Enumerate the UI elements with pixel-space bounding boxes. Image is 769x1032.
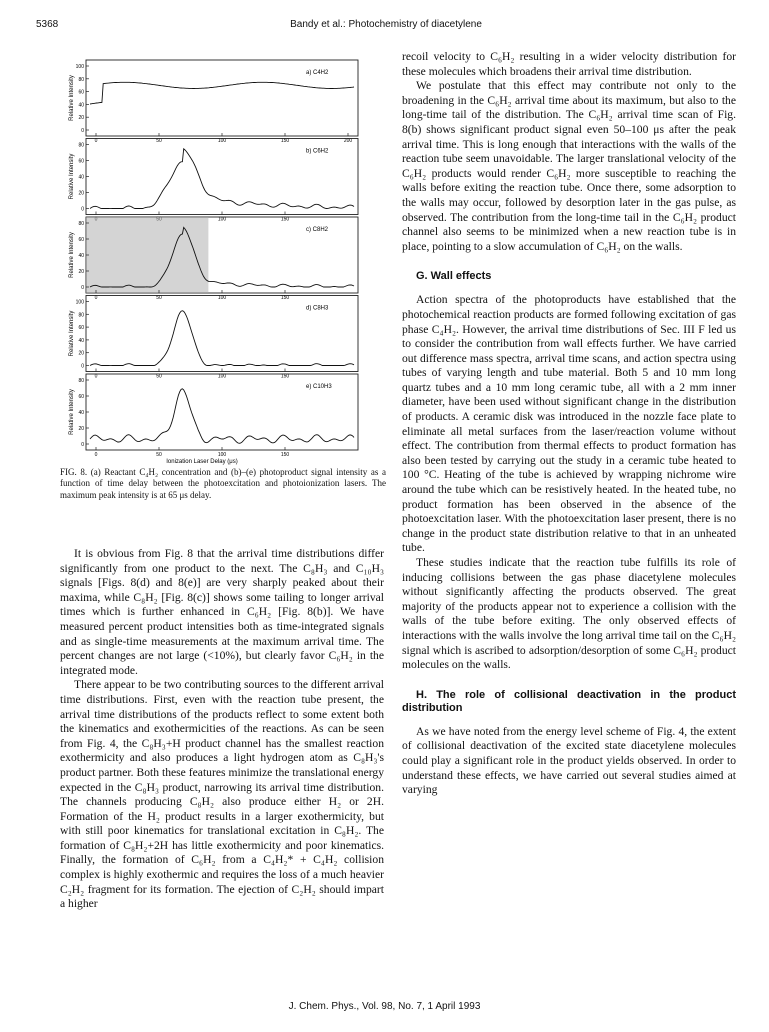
left-column [60, 547, 384, 912]
y-tick-label: 0 [81, 285, 84, 291]
y-tick-label: 40 [78, 337, 84, 344]
y-tick-label: 20 [78, 269, 84, 275]
trace-line [90, 149, 354, 209]
page-footer: J. Chem. Phys., Vol. 98, No. 7, 1 April 1993 [288, 1001, 481, 1012]
y-axis-label: Relative Intensity [69, 389, 75, 435]
x-tick-label: 100 [217, 216, 227, 223]
plot-panel [69, 374, 358, 458]
plot-panel [69, 139, 358, 223]
plot-panel [69, 296, 358, 380]
y-tick-label: 0 [81, 442, 84, 448]
shading [86, 217, 208, 293]
y-tick-label: 40 [78, 253, 84, 259]
y-axis-label: Relative Intensity [69, 232, 75, 278]
paragraph: We postulate that this effect may contribute not only to the broadening in the C₆H₂ arrival time about its maximum, but also to the long-time tail of the distribution. The C₆H₂ arrival time scan of Fig. 8(b) shows significant product signal even 50–100 μs after the peak arrival time. This is long enough that interactions with the walls of the reaction tube seem unavoidable. The larger translational velocity of the C₆H₂ products would render C₆H₂ more susceptible to reaching the walls before exiting the reaction tube. Once there, some adsorption to the walls may occur, followed by desorption later in the gas pulse, as observed. The contribution from the long-time tail in the C₆H₂ product channel also seems to be minimized when a new reaction tube is in place, pointing to a slow accumulation of C₆H₂ on the walls. [402, 79, 736, 253]
panel-label: e) C10H3 [306, 384, 332, 390]
y-tick-label: 60 [78, 325, 84, 332]
section-heading: H. The role of collisional deactivation in the product distribution [402, 688, 736, 714]
x-axis-label: Ionization Laser Delay (μs) [166, 459, 238, 465]
panel-label: a) C4H2 [306, 70, 329, 76]
y-tick-label: 20 [78, 426, 84, 432]
figure-8-plots [68, 58, 383, 465]
panel-label: d) C8H3 [306, 305, 329, 312]
y-tick-label: 60 [78, 158, 84, 165]
figure-caption: FIG. 8. (a) Reactant C₄H₂ concentration and (b)–(e) photoproduct signal intensity as a function of time delay between the photoexcitation and photoionization lasers. The maximum peak intensity is at 65 μs delay. [60, 467, 386, 500]
x-tick-label: 0 [94, 373, 98, 380]
trace-line [90, 389, 354, 444]
running-title: Bandy et al.: Photochemistry of diacetylene [290, 19, 482, 30]
section-heading: G. Wall effects [416, 270, 492, 283]
right-column [402, 50, 736, 798]
x-tick-label: 100 [217, 295, 227, 301]
y-tick-label: 80 [78, 221, 84, 227]
paragraph: These studies indicate that the reaction tube fulfills its role of inducing collisions between the gas phase diacetylene molecules without significantly affecting the products observed. The great majority of the products appear not to experience a collision with the walls of the tube before exiting. The only observed effects of interactions with the walls involve the long arrival time tail on the C₆H₂ signal which is ascribed to adsorption/desorption of some C₆H₂ product molecules on the walls. [402, 556, 736, 672]
x-tick-label: 0 [94, 295, 98, 301]
y-axis-label: Relative Intensity [69, 310, 75, 357]
y-tick-label: 60 [78, 89, 84, 96]
x-tick-label: 150 [280, 216, 290, 223]
y-axis-label: Relative Intensity [69, 153, 75, 200]
y-tick-label: 100 [75, 64, 84, 70]
page-number: 5368 [36, 19, 59, 30]
trace-line [90, 311, 354, 366]
plot-panel [69, 60, 358, 144]
x-tick-label: 150 [280, 138, 290, 144]
x-tick-label: 100 [217, 452, 227, 458]
panel-label: c) C8H2 [306, 227, 329, 233]
x-tick-label: 50 [156, 138, 162, 144]
trace-line [90, 82, 354, 104]
y-tick-label: 100 [75, 299, 84, 306]
y-tick-label: 80 [78, 76, 84, 83]
y-tick-label: 60 [78, 394, 84, 400]
y-tick-label: 40 [78, 174, 84, 181]
x-tick-label: 0 [94, 138, 98, 144]
x-tick-label: 200 [343, 138, 353, 144]
y-tick-label: 40 [78, 410, 84, 416]
y-tick-label: 20 [78, 350, 84, 357]
x-tick-label: 50 [156, 452, 162, 458]
y-tick-label: 60 [78, 237, 84, 243]
y-tick-label: 0 [81, 128, 84, 134]
panel-label: b) C6H2 [306, 148, 329, 155]
y-tick-label: 0 [81, 363, 84, 370]
paragraph: Action spectra of the photoproducts have established that the photochemical reaction products are formed following excitation of gas phase C₄H₂. However, the arrival time distributions of Sec. III F led us to consider the contribution from wall effects further. We have carried out difference mass spectra, arrival time scans, and action spectra using tubes of varying length and tube material. Both 5 and 10 mm long quartz tubes and a 10 mm long ceramic tube, all with a 2 mm inner diameter, have been used without significant change in the distribution of products. A ceramic disk was introduced in the nozzle face plate to eliminate all metal surfaces from the laser/reaction volume without effect. The contribution from thermal effects to product formation has also been tested by carrying out the study in a ceramic tube heated to 100 °C. Heating of the tube is achieved by wrapping nichrome wire around the tube which can be resistively heated. In the heated tube, no product formation has been observed in the absence of the photoexcitation laser. With the photoexcitation laser present, there is no change in the product state distribution relative to that in an unheated tube. [402, 293, 736, 555]
paragraph: There appear to be two contributing sources to the different arrival time distributions. First, even with the reaction tube present, the arrival time distributions of the products reflect to some extent both the kinematics and exothermicities of the reactions. As can be seen from Fig. 4, the C₈H₃+H product channel has the smallest reaction exothermicity and also produces a light hydrogen atom as C₈H₃'s product partner. Both these features minimize the translational energy expected in the C₈H₃ product, narrowing its arrival time distribution. The channels producing C₈H₂ also produce either H₂ or 2H. Formation of the H₂ product results in a larger exothermicity, but with still poor kinematics for translational excitation in C₈H₂. The formation of C₈H₂+2H has little exothermicity and poor kinematics. Finally, the formation of C₆H₂ from a C₄H₂* + C₄H₂ collision complex is highly exothermic and requires the loss of a much heavier C₂H₂ fragment for its formation. The ejection of C₂H₂ should impart a higher [60, 678, 384, 911]
x-tick-label: 150 [280, 373, 290, 380]
x-tick-label: 0 [94, 452, 98, 458]
paragraph: recoil velocity to C₆H₂ resulting in a wider velocity distribution for these molecules which broadens their arrival time distribution. [402, 50, 736, 78]
x-tick-label: 50 [156, 373, 162, 380]
x-tick-label: 100 [217, 373, 227, 380]
y-tick-label: 40 [78, 102, 84, 109]
y-tick-label: 80 [78, 142, 84, 149]
x-tick-label: 100 [217, 138, 227, 144]
y-tick-label: 20 [78, 190, 84, 197]
x-tick-label: 50 [156, 295, 162, 301]
y-axis-label: Relative Intensity [69, 75, 75, 121]
y-tick-label: 20 [78, 115, 84, 122]
figure-8 [68, 58, 383, 465]
plot-panel [69, 217, 358, 301]
paragraph: It is obvious from Fig. 8 that the arrival time distributions differ significantly from one product to the next. The C₈H₃ and C₁₀H₃ signals [Figs. 8(d) and 8(e)] are very sharply peaked about their maxima, while C₈H₂ [Fig. 8(c)] shows some tailing to longer arrival times which is further enhanced in C₆H₂ [Fig. 8(b)]. We have measured percent product intensities both as time-integrated signals and as single-time measurements at the maximum arrival time. The percent changes are not large (<10%), but clearly favor C₆H₂ in the integrated mode. [60, 547, 384, 677]
x-tick-label: 150 [280, 452, 290, 458]
x-tick-label: 150 [280, 295, 290, 301]
y-tick-label: 0 [81, 206, 84, 213]
y-tick-label: 80 [78, 312, 84, 319]
paragraph: As we have noted from the energy level scheme of Fig. 4, the extent of collisional deactivation of the excited state diacetylene molecules could play a significant role in the product yields observed. In order to understand these effects, we have carried out several studies aimed at varying [402, 724, 736, 797]
y-tick-label: 80 [78, 378, 84, 384]
